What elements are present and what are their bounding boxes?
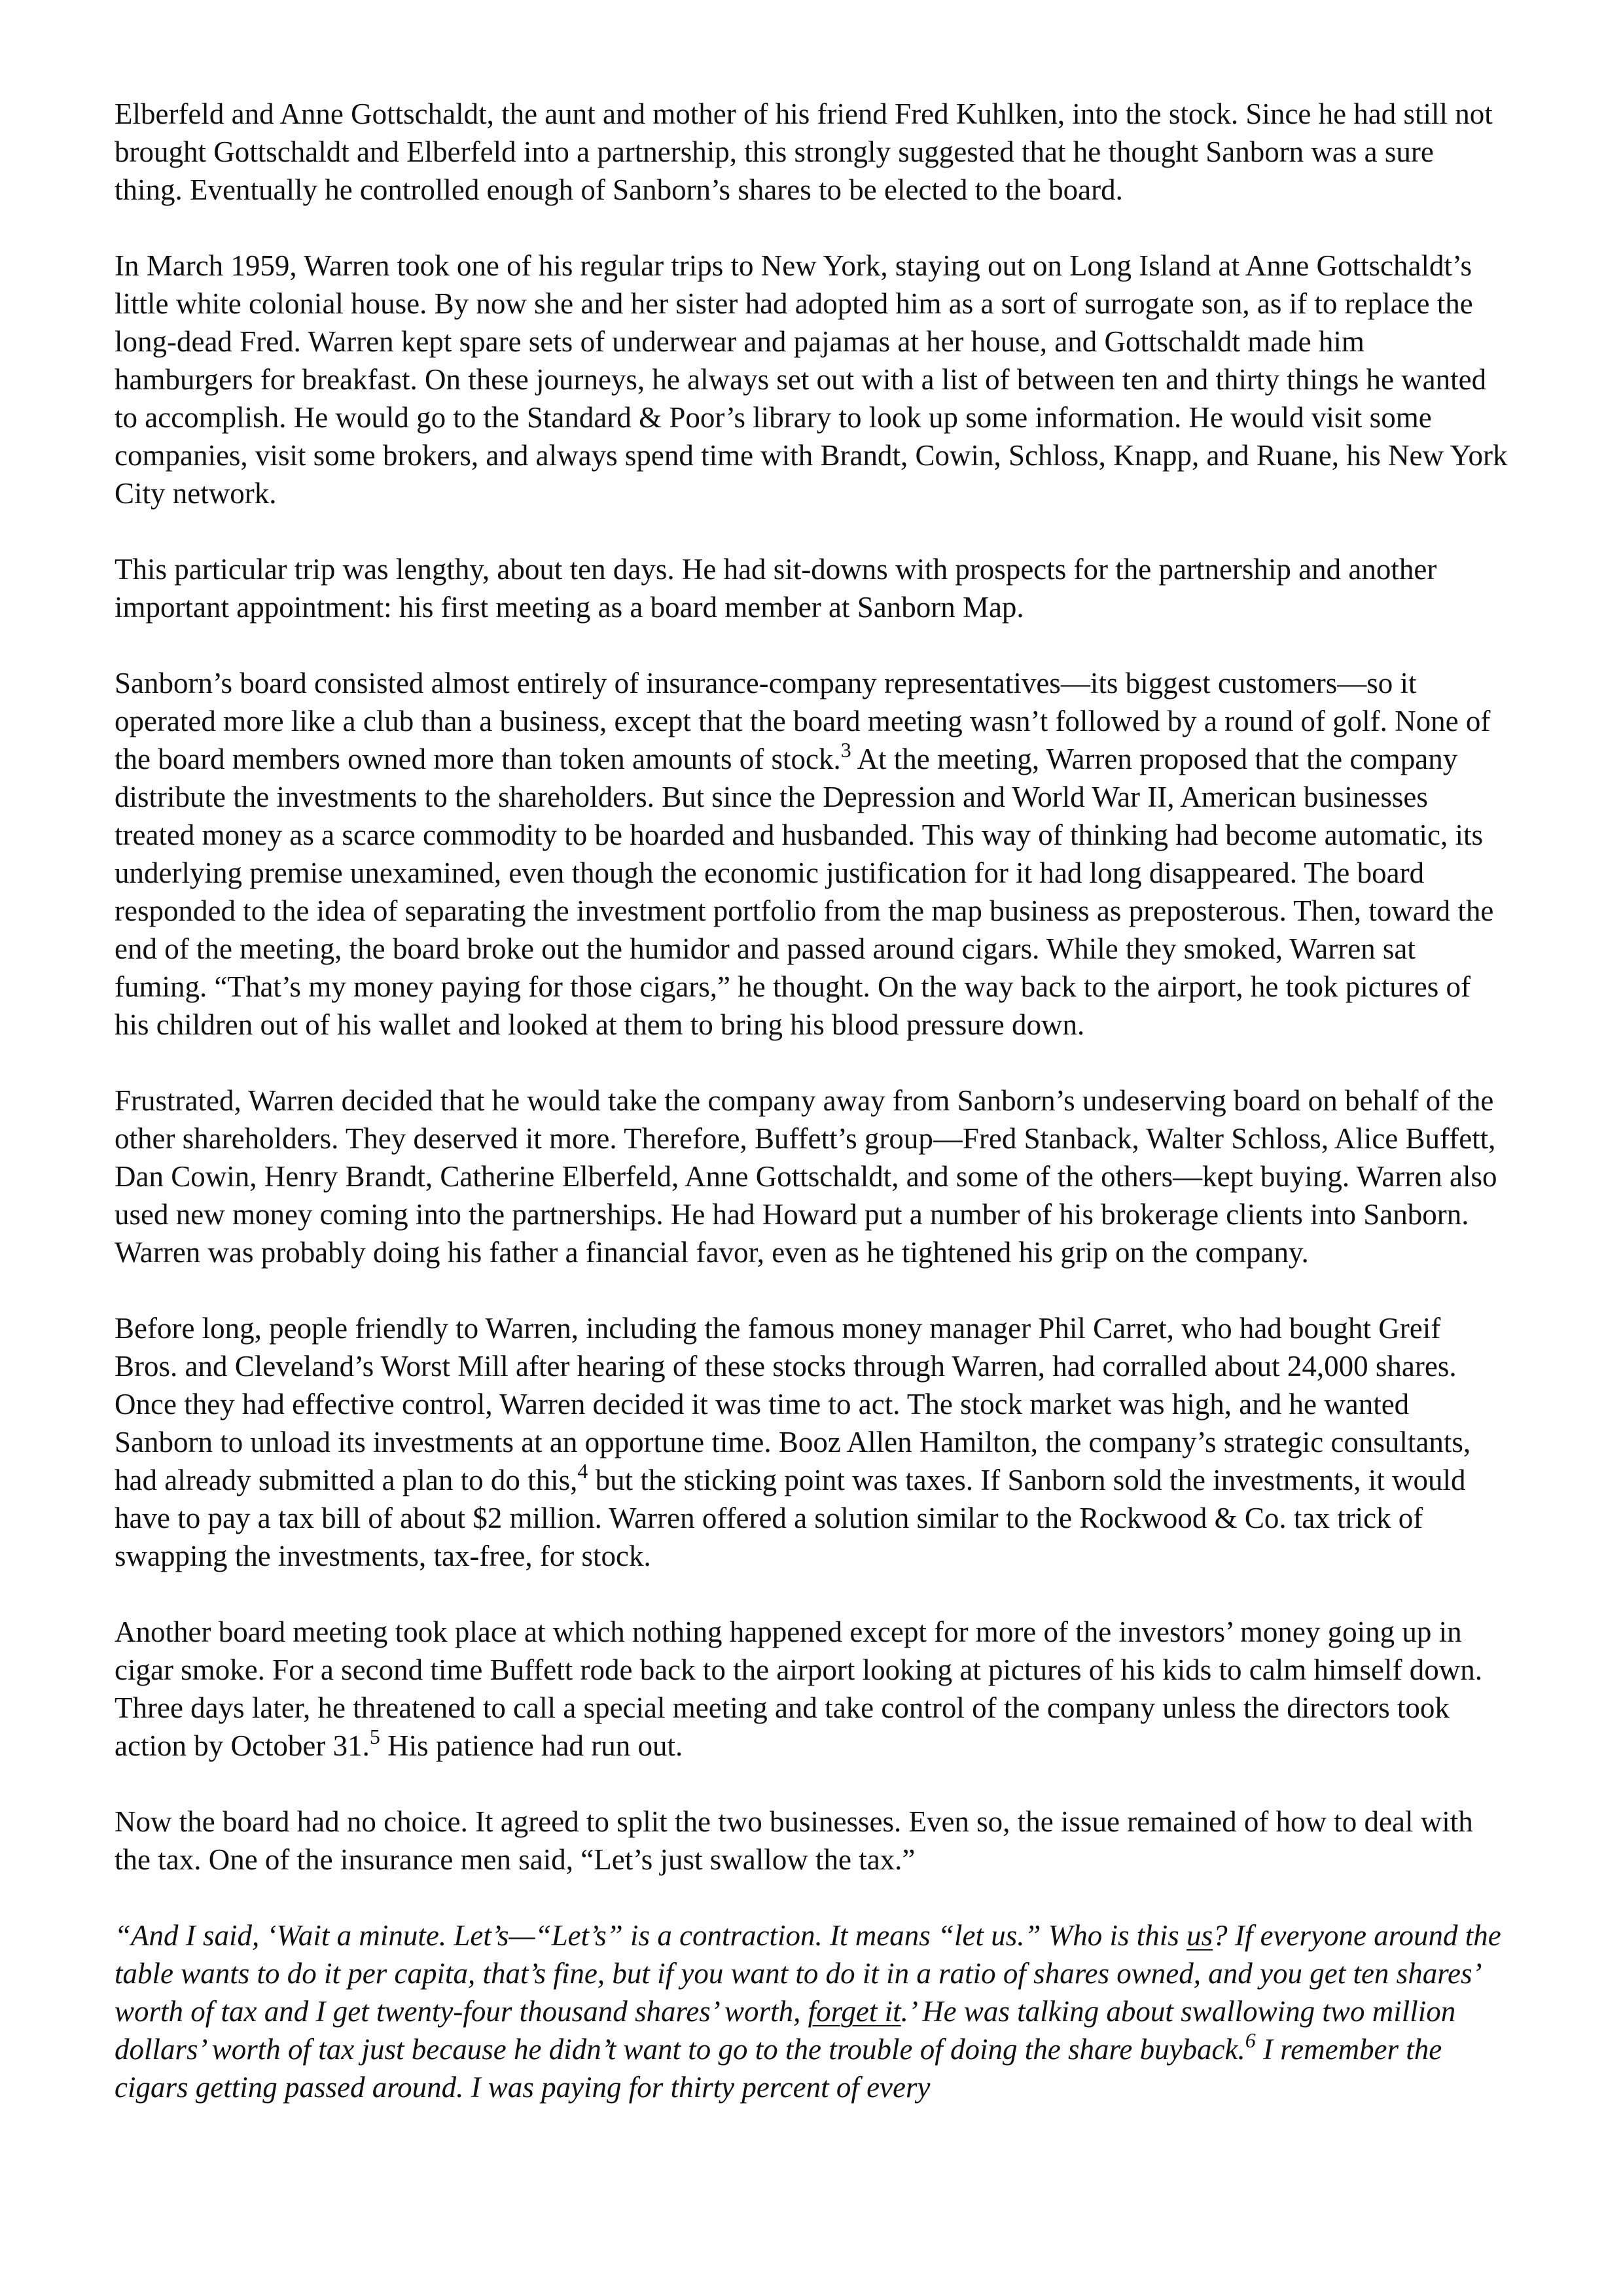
- paragraph-cigar-smoke: [115, 1613, 1508, 1765]
- paragraph-split-businesses: [115, 1803, 1508, 1879]
- paragraph-lengthy-trip: [115, 550, 1508, 626]
- block-quote: [115, 1916, 1508, 2106]
- paragraph-new-york-trip: [115, 247, 1508, 512]
- paragraph-text: but the sticking point was taxes. If Sanborn sold the investments, it would have to pay a tax bill of about $2 million. Warren offered a solution similar to the Rockwood & Co. tax trick of swapping the investments, tax-free, for stock.: [115, 1464, 1466, 1572]
- paragraph-effective-control: [115, 1309, 1508, 1575]
- underlined-phrase: forget it: [808, 1995, 901, 2028]
- footnote-marker: 3: [840, 738, 851, 762]
- paragraph-board-meeting: [115, 664, 1508, 1044]
- paragraph-text: Now the board had no choice. It agreed to split the two businesses. Even so, the issue remained of how to deal with the tax. One of the insurance men said, “Let’s just swallow the tax.”: [115, 1805, 1473, 1876]
- paragraph-sanborn-shares: [115, 95, 1508, 209]
- paragraph-frustrated: [115, 1082, 1508, 1271]
- paragraph-text: His patience had run out.: [380, 1729, 683, 1762]
- footnote-marker: 5: [369, 1725, 380, 1748]
- paragraph-text: Before long, people friendly to Warren, including the famous money manager Phil Carret, who had bought Greif Bros. and Cleveland’s Worst Mill after hearing of these stocks through Warren, had corralled about 24,000 shares. Once they had effective control, Warren decided it was time to act. The stock market was high, and he wanted Sanborn to unload its investments at an opportune time. Booz Allen Hamilton, the company’s strategic consultants, had already submitted a plan to do this,: [115, 1312, 1471, 1496]
- paragraph-text: This particular trip was lengthy, about ten days. He had sit-downs with prospects for the partnership and another important appointment: his first meeting as a board member at Sanborn Map.: [115, 553, 1437, 624]
- underlined-word: us: [1186, 1919, 1213, 1952]
- quote-text: .’ He was talking about swallowing two million dollars’ worth of tax just because he didn’t want to go to the trouble of doing the share buyback.: [115, 1995, 1456, 2066]
- paragraph-text: Sanborn’s board consisted almost entirely of insurance-company representatives—its biggest customers—so it operated more like a club than a business, except that the board meeting wasn’t followed by a round of golf. None of the board members owned more than token amounts of stock.: [115, 667, 1491, 775]
- paragraph-text: In March 1959, Warren took one of his regular trips to New York, staying out on Long Island at Anne Gottschaldt’s little white colonial house. By now she and her sister had adopted him as a sort of surrogate son, as if to replace the long-dead Fred. Warren kept spare sets of underwear and pajamas at her house, and Gottschaldt made him hamburgers for breakfast. On these journeys, he always set out with a list of between ten and thirty things he wanted to accomplish. He would go to the Standard & Poor’s library to look up some information. He would visit some companies, visit some brokers, and always spend time with Brandt, Cowin, Schloss, Knapp, and Ruane, his New York City network.: [115, 249, 1508, 510]
- paragraph-text: At the meeting, Warren proposed that the company distribute the investments to the shareholders. But since the Depression and World War II, American businesses treated money as a scarce commodity to be hoarded and husbanded. This way of thinking had become automatic, its underlying premise unexamined, even though the economic justification for it had long disappeared. The board responded to the idea of separating the investment portfolio from the map business as preposterous. Then, toward the end of the meeting, the board broke out the humidor and passed around cigars. While they smoked, Warren sat fuming. “That’s my money paying for those cigars,” he thought. On the way back to the airport, he took pictures of his children out of his wallet and looked at them to bring his blood pressure down.: [115, 743, 1494, 1041]
- paragraph-text: Elberfeld and Anne Gottschaldt, the aunt and mother of his friend Fred Kuhlken, into the stock. Since he had still not brought Gottschaldt and Elberfeld into a partnership, this strongly suggested that he thought Sanborn was a sure thing. Eventually he controlled enough of Sanborn’s shares to be elected to the board.: [115, 97, 1493, 206]
- footnote-marker: 6: [1245, 2028, 1256, 2052]
- paragraph-text: Another board meeting took place at which nothing happened except for more of the investors’ money going up in cigar smoke. For a second time Buffett rode back to the airport looking at pictures of his kids to calm himself down. Three days later, he threatened to call a special meeting and take control of the company unless the directors took action by October 31.: [115, 1616, 1482, 1762]
- quote-text: I remember the cigars getting passed around. I was paying for thirty percent of every: [115, 2033, 1442, 2104]
- quote-text: ? If everyone around the table wants to do it per capita, that’s fine, but if you want to do it in a ratio of shares owned, and you get ten shares’ worth of tax and I get twenty-four thousand shares’ worth,: [115, 1919, 1501, 2028]
- footnote-marker: 4: [577, 1459, 588, 1483]
- quote-text: “And I said, ‘Wait a minute. Let’s—“Let’s” is a contraction. It means “let us.” Who is this: [115, 1919, 1187, 1952]
- paragraph-text: Frustrated, Warren decided that he would take the company away from Sanborn’s undeserving board on behalf of the other shareholders. They deserved it more. Therefore, Buffett’s group—Fred Stanback, Walter Schloss, Alice Buffett, Dan Cowin, Henry Brandt, Catherine Elberfeld, Anne Gottschaldt, and some of the others—kept buying. Warren also used new money coming into the partnerships. He had Howard put a number of his brokerage clients into Sanborn. Warren was probably doing his father a financial favor, even as he tightened his grip on the company.: [115, 1084, 1497, 1269]
